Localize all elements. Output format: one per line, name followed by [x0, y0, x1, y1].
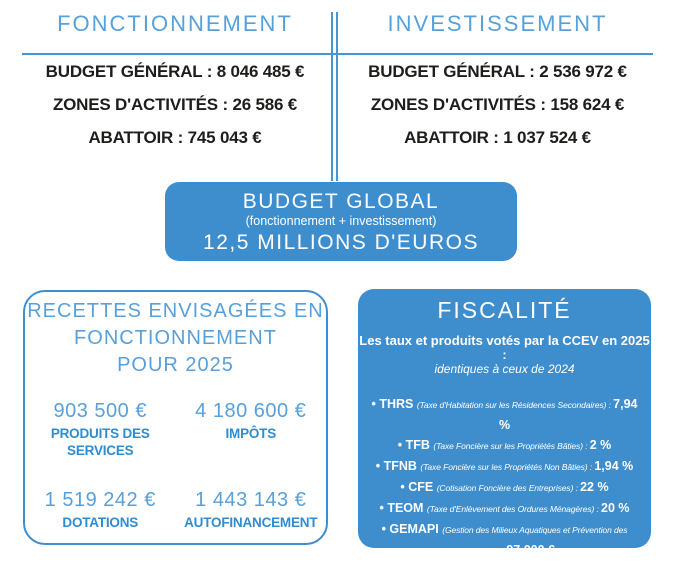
budget-row-value: 26 586 €: [232, 95, 298, 114]
budget-row: [10, 63, 340, 81]
tax-acronym: • THRS: [371, 397, 417, 411]
fiscalite-item-teom: [366, 498, 643, 519]
budget-global-subtitle: (fonctionnement + investissement): [245, 214, 437, 228]
tax-detail: (Taxe d'Enlèvement des Ordures Ménagères) :: [426, 504, 602, 514]
recette-value: 1 519 242 €: [44, 489, 156, 511]
fiscalite-item-gemapi: [366, 519, 643, 561]
tax-acronym: • TFNB: [375, 459, 421, 473]
tax-acronym: • TFB: [397, 438, 434, 452]
tax-value: 2 %: [589, 438, 612, 452]
section-fonctionnement: [10, 10, 340, 162]
tax-acronym: • TEOM: [379, 501, 427, 515]
fiscalite-intro: Les taux et produits votés par la CCEV en 2025 :: [359, 333, 650, 362]
budget-row: [340, 96, 655, 114]
budget-row-label: ABATTOIR :: [88, 128, 188, 147]
recette-label: PRODUITS DES SERVICES: [50, 426, 150, 458]
tax-acronym: • GEMAPI: [381, 522, 443, 536]
budget-row-value: 2 536 972 €: [539, 62, 627, 81]
recette-value: 903 500 €: [53, 400, 147, 422]
recettes-title-line2: FONCTIONNEMENT: [74, 327, 277, 349]
budget-row: [10, 96, 340, 114]
budget-row: [10, 129, 340, 147]
tax-value: 20 %: [601, 501, 630, 515]
fiscalite-list: [358, 394, 651, 561]
recette-item-dotations: [25, 489, 176, 531]
section-investissement: [340, 10, 655, 162]
tax-value: 97 000 €: [506, 543, 556, 557]
recettes-title: [25, 298, 326, 379]
recette-value: 4 180 600 €: [195, 400, 307, 422]
section-title-fonctionnement: FONCTIONNEMENT: [57, 11, 293, 36]
investissement-rows: [340, 63, 655, 147]
budget-row-value: 8 046 485 €: [216, 62, 305, 81]
fiscalite-item-tfb: [366, 435, 643, 456]
tax-detail: (Taxe d'Habitation sur les Résidences Secondaires) :: [416, 400, 614, 410]
recette-value: 1 443 143 €: [195, 489, 307, 511]
fiscalite-item-thrs: [366, 394, 643, 435]
tax-detail: (Taxe Foncière sur les Propriétés Bâties) :: [433, 441, 590, 451]
recette-label: AUTOFINANCEMENT: [184, 515, 318, 530]
recettes-box: [23, 290, 328, 545]
tax-value: 7,94 %: [498, 397, 638, 432]
fiscalite-item-cfe: [366, 477, 643, 498]
budget-row: [340, 129, 655, 147]
budget-row-label: ZONES D'ACTIVITÉS :: [52, 95, 233, 114]
tax-value: 1,94 %: [594, 459, 634, 473]
budget-global-title: BUDGET GLOBAL: [242, 190, 440, 213]
recettes-grid: [25, 400, 326, 531]
recette-label: DOTATIONS: [62, 515, 139, 530]
tax-detail: (Gestion des Milieux Aquatiques et Prévention des Inondations) :: [442, 525, 628, 556]
budget-row-label: BUDGET GÉNÉRAL :: [45, 62, 217, 81]
recettes-title-line3: POUR 2025: [117, 354, 234, 376]
budget-row-value: 1 037 524 €: [503, 128, 591, 147]
fiscalite-item-tfnb: [366, 456, 643, 477]
recette-item-produits-des-services: [25, 400, 176, 459]
recette-item-impots: [176, 400, 327, 459]
fiscalite-title: FISCALITÉ: [437, 297, 572, 323]
recette-item-autofinancement: [176, 489, 327, 531]
budget-global-amount: 12,5 MILLIONS D'EUROS: [203, 231, 479, 254]
section-title-investissement: INVESTISSEMENT: [387, 11, 608, 36]
budget-row-label: ZONES D'ACTIVITÉS :: [370, 95, 551, 114]
tax-value: 22 %: [580, 480, 609, 494]
fiscalite-box: [358, 289, 651, 557]
budget-global-box: [165, 182, 517, 261]
budget-row-label: BUDGET GÉNÉRAL :: [368, 62, 540, 81]
budget-row-value: 158 624 €: [550, 95, 625, 114]
tax-detail: (Cotisation Foncière des Entreprises) :: [436, 483, 581, 493]
budget-row-label: ABATTOIR :: [404, 128, 504, 147]
fonctionnement-rows: [10, 63, 340, 147]
budget-row: [340, 63, 655, 81]
fiscalite-intro-note: identiques à ceux de 2024: [434, 362, 575, 376]
tax-detail: (Taxe Foncière sur les Propriétés Non Bâties) :: [420, 462, 595, 472]
recettes-title-line1: RECETTES ENVISAGÉES EN: [27, 300, 324, 322]
budget-row-value: 745 043 €: [187, 128, 262, 147]
recette-label: IMPÔTS: [225, 426, 277, 441]
tax-acronym: • CFE: [400, 480, 437, 494]
